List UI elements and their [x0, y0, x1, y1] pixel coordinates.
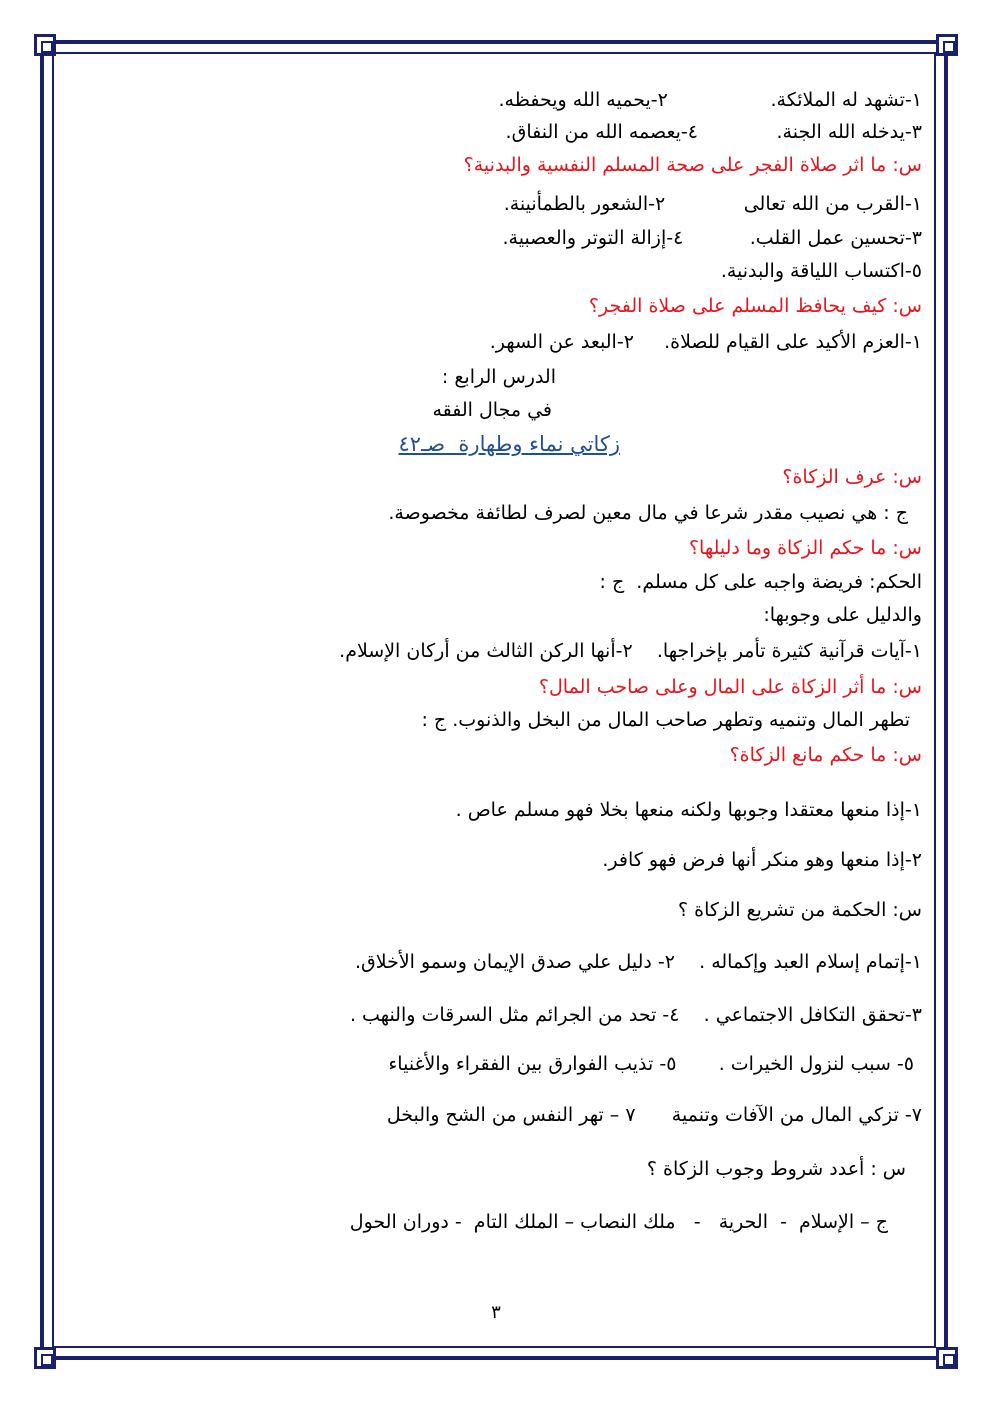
answer-line: الحكم: فريضة واجبه على كل مسلم. ج :: [599, 571, 922, 593]
answer-line: ١-تشهد له الملائكة. ٢-يحميه الله ويحفظه.: [498, 89, 922, 111]
answer-line: ١-آيات قرآنية كثيرة تأمر بإخراجها. ٢-أنها الركن الثالث من أركان الإسلام.: [339, 640, 922, 662]
answer-line: ٣-تحقق التكافل الاجتماعي . ٤- تحد من الجرائم مثل السرقات والنهب .: [349, 1004, 922, 1026]
answer-line: ٣-يدخله الله الجنة. ٤-يعصمه الله من النفاق.: [505, 121, 922, 143]
answer-line: ٢-إذا منعها وهو منكر أنها فرض فهو كافر.: [602, 849, 922, 871]
question-line: س: عرف الزكاة؟: [782, 466, 922, 488]
answer-line: ١-القرب من الله تعالى ٢-الشعور بالطمأنينة.: [503, 193, 922, 215]
lesson-title: زكاتي نماء وطهارة صـ٤٢: [398, 432, 620, 456]
answer-line: تطهر المال وتنميه وتطهر صاحب المال من البخل والذنوب. ج :: [421, 709, 910, 731]
answer-line: ١-إتمام إسلام العبد وإكماله . ٢- دليل علي صدق الإيمان وسمو الأخلاق.: [354, 951, 922, 973]
answer-line: ١-العزم الأكيد على القيام للصلاة. ٢-البعد عن السهر.: [489, 331, 922, 353]
lesson-subheading: في مجال الفقه: [432, 399, 552, 421]
answer-line: ج : هي نصيب مقدر شرعا في مال معين لصرف لطائفة مخصوصة.: [388, 502, 908, 524]
answer-line: ٥-اكتساب اللياقة والبدنية.: [720, 260, 922, 282]
lesson-heading: الدرس الرابع :: [441, 366, 556, 388]
question-line: س: ما اثر صلاة الفجر على صحة المسلم النفسية والبدنية؟: [463, 154, 922, 176]
page-number: ٣: [491, 1302, 501, 1323]
answer-line: ١-إذا منعها معتقدا وجوبها ولكنه منعها بخلا فهو مسلم عاص .: [455, 799, 922, 821]
answer-line: ج – الإسلام - الحرية - ملك النصاب – الملك التام - دوران الحول: [349, 1211, 888, 1233]
answer-line: ٥- سبب لنزول الخيرات . ٥- تذيب الفوارق بين الفقراء والأغنياء: [388, 1053, 914, 1075]
question-line: س: ما حكم مانع الزكاة؟: [729, 744, 922, 766]
answer-line: والدليل على وجوبها:: [763, 604, 922, 626]
answer-line: ٣-تحسين عمل القلب. ٤-إزالة التوتر والعصبية.: [502, 227, 922, 249]
question-line: س: ما أثر الزكاة على المال وعلى صاحب المال؟: [538, 676, 922, 698]
corner-ornament-top-left: [34, 34, 56, 56]
question-line: س: الحكمة من تشريع الزكاة ؟: [678, 899, 922, 921]
answer-line: ٧- تزكي المال من الآفات وتنمية ٧ – تهر النفس من الشح والبخل: [386, 1104, 922, 1126]
corner-ornament-top-right: [936, 34, 958, 56]
corner-ornament-bottom-left: [34, 1347, 56, 1369]
question-line: س: ما حكم الزكاة وما دليلها؟: [688, 537, 922, 559]
corner-ornament-bottom-right: [936, 1347, 958, 1369]
question-line: س: كيف يحافظ المسلم على صلاة الفجر؟: [588, 295, 922, 317]
question-line: س : أعدد شروط وجوب الزكاة ؟: [646, 1158, 906, 1180]
